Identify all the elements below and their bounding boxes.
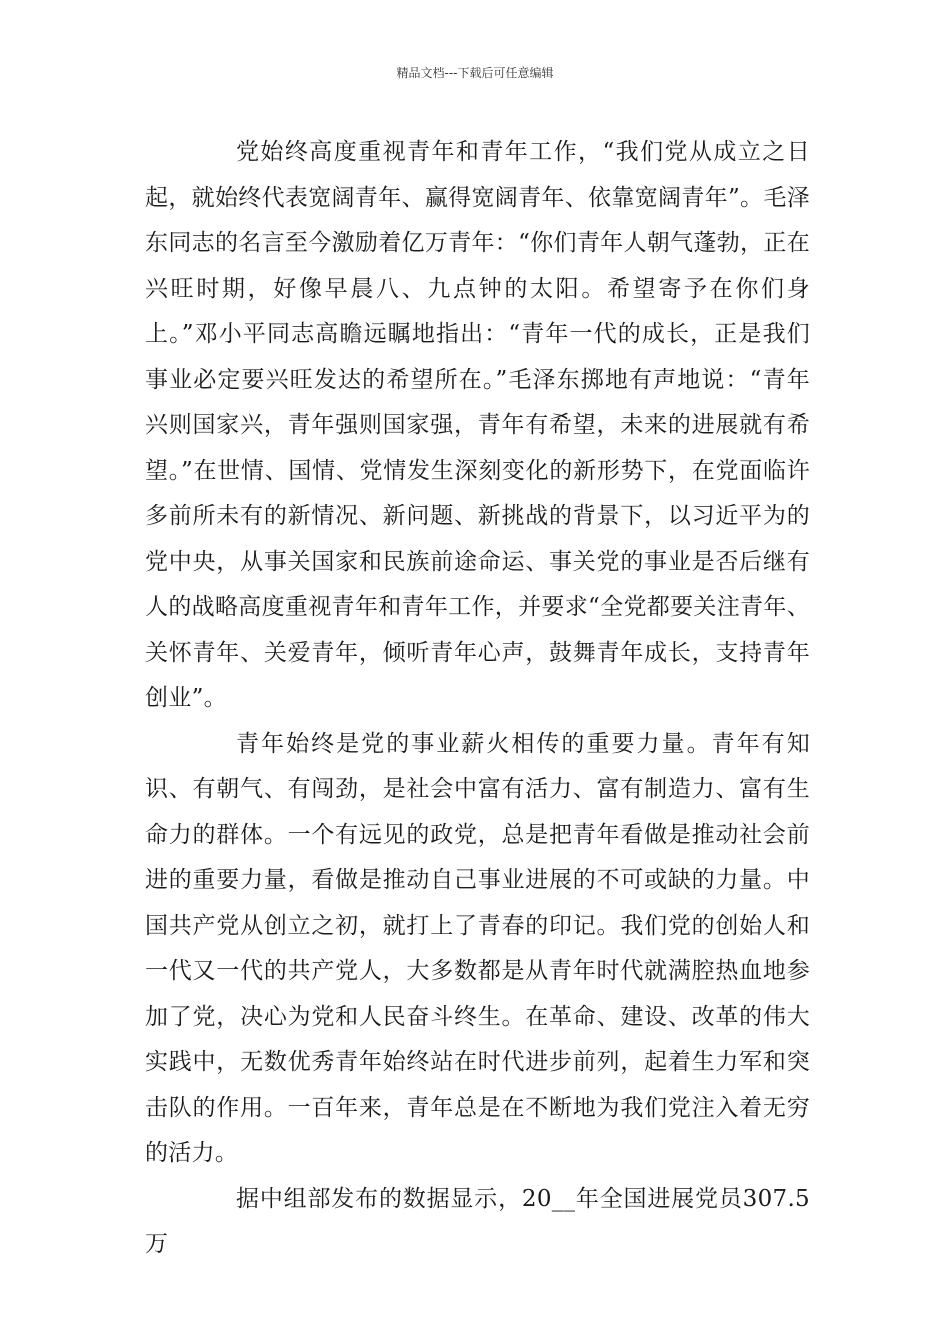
paragraph-youth-work: 党始终高度重视青年和青年工作，“我们党从成立之日起，就始终代表宽阔青年、赢得宽阔青年、依靠宽阔青年”。毛泽东同志的名言至今激励着亿万青年：“你们青年人朝气蓬勃，正在兴旺时期，好像早晨八、九点钟的太阳。希望寄予在你们身上。”邓小平同志高瞻远瞩地指出：“青年一代的成长，正是我们事业必定要兴旺发达的希望所在。”毛泽东掷地有声地说：“青年兴则国家兴，青年强则国家强，青年有希望，未来的进展就有希望。”在世情、国情、党情发生深刻变化的新形势下，在党面临许多前所未有的新情况、新问题、新挑战的背景下，以习近平为的党中央，从事关国家和民族前途命运、事关党的事业是否后继有人的战略高度重视青年和青年工作，并要求“全党都要关注青年、关怀青年、关爱青年，倾听青年心声，鼓舞青年成长，支持青年创业”。 xyxy=(145,139,810,711)
paragraph-youth-strength: 青年始终是党的事业薪火相传的重要力量。青年有知识、有朝气、有闯劲，是社会中富有活力、富有制造力、富有生命力的群体。一个有远见的政党，总是把青年看做是推动社会前进的重要力量，看做是推动自己事业进展的不可或缺的力量。中国共产党从创立之初，就打上了青春的印记。我们党的创始人和一代又一代的共产党人，大多数都是从青年时代就满腔热血地参加了党，决心为党和人民奋斗终生。在革命、建设、改革的伟大实践中，无数优秀青年始终站在时代进步前列，起着生力军和突击队的作用。一百年来，青年总是在不断地为我们党注入着无穷的活力。 xyxy=(145,730,810,1166)
page-header: 精品文档---下载后可任意编辑 xyxy=(396,66,554,80)
paragraph-statistics: 据中组部发布的数据显示，20__年全国进展党员307.5万 xyxy=(145,1185,810,1257)
document-body xyxy=(145,130,810,1268)
